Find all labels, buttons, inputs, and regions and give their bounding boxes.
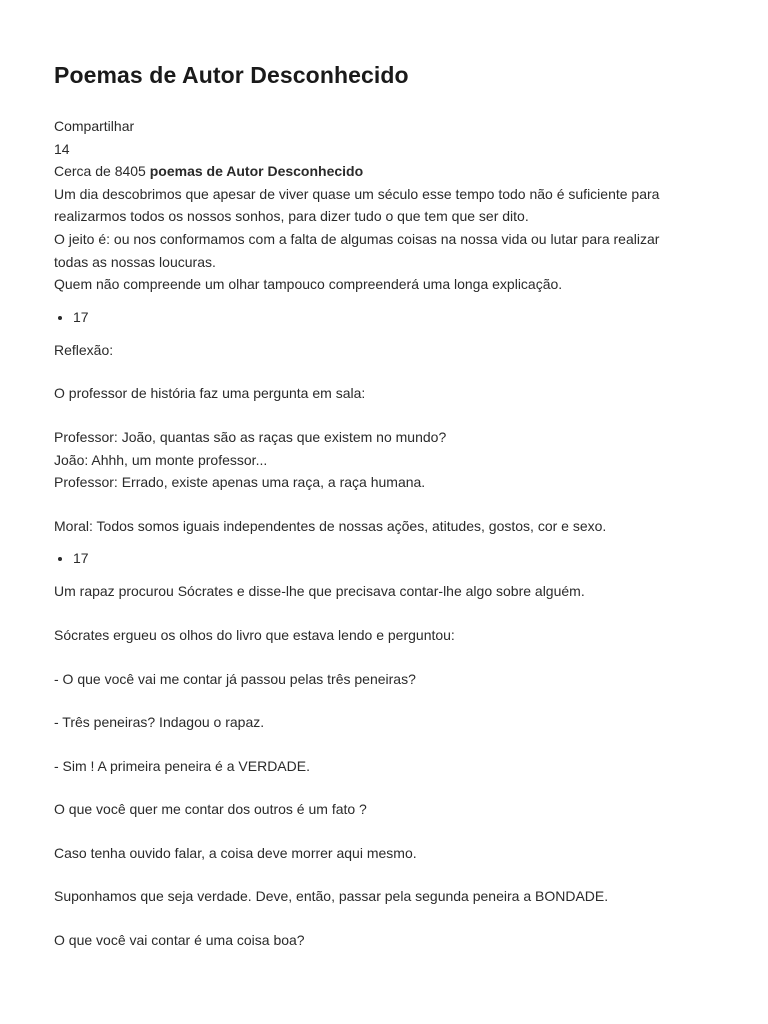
poem-paragraph: - O que você vai me contar já passou pelas três peneiras?: [54, 670, 416, 687]
intro-line: Quem não compreende um olhar tampouco compreenderá uma longa explicação.: [54, 276, 563, 293]
intro-line: realizarmos todos os nossos sonhos, para dizer tudo o que tem que ser dito.: [54, 208, 529, 225]
likes-list: [54, 306, 728, 328]
poem-reflexao: [54, 339, 728, 538]
share-count: 14: [54, 140, 70, 157]
poem-count-bold: poemas de Autor Desconhecido: [149, 163, 364, 180]
poem-paragraph: Caso tenha ouvido falar, a coisa deve morrer aqui mesmo.: [54, 844, 417, 861]
poem-count-prefix: Cerca de 8405: [54, 163, 150, 180]
poem-paragraph: Suponhamos que seja verdade. Deve, então, passar pela segunda peneira a BONDADE.: [54, 888, 609, 905]
poem-paragraph: Um rapaz procurou Sócrates e disse-lhe que precisava contar-lhe algo sobre alguém.: [54, 583, 585, 600]
likes-list: [54, 547, 728, 569]
poem-paragraph: O professor de história faz uma pergunta em sala:: [54, 385, 366, 402]
intro-line: Um dia descobrimos que apesar de viver quase um século esse tempo todo não é suficiente para: [54, 185, 660, 202]
poem-count-line: [54, 160, 728, 183]
like-count[interactable]: • 17: [73, 547, 728, 569]
poem-paragraph: O que você vai contar é uma coisa boa?: [54, 932, 305, 949]
poem-socrates: [54, 580, 728, 951]
like-count[interactable]: • 17: [73, 306, 728, 328]
dialogue-line: Professor: Errado, existe apenas uma raça, a raça humana.: [54, 474, 426, 491]
page-title: Poemas de Autor Desconhecido: [54, 62, 409, 88]
intro-line: todas as nossas loucuras.: [54, 253, 216, 270]
poem-paragraph: - Sim ! A primeira peneira é a VERDADE.: [54, 757, 310, 774]
poem-paragraph: O que você quer me contar dos outros é um fato ?: [54, 801, 367, 818]
share-link[interactable]: Compartilhar: [54, 118, 135, 134]
poem-heading: Reflexão:: [54, 341, 114, 358]
dialogue-line: Professor: João, quantas são as raças que existem no mundo?: [54, 428, 447, 445]
poem-moral: Moral: Todos somos iguais independentes de nossas ações, atitudes, gostos, cor e sexo.: [54, 517, 607, 534]
intro-line: O jeito é: ou nos conformamos com a falta de algumas coisas na nossa vida ou lutar para realizar: [54, 230, 660, 247]
poem-paragraph: Sócrates ergueu os olhos do livro que estava lendo e perguntou:: [54, 626, 455, 643]
dialogue-line: João: Ahhh, um monte professor...: [54, 451, 268, 468]
poem-paragraph: - Três peneiras? Indagou o rapaz.: [54, 714, 265, 731]
intro-section: [54, 115, 728, 296]
